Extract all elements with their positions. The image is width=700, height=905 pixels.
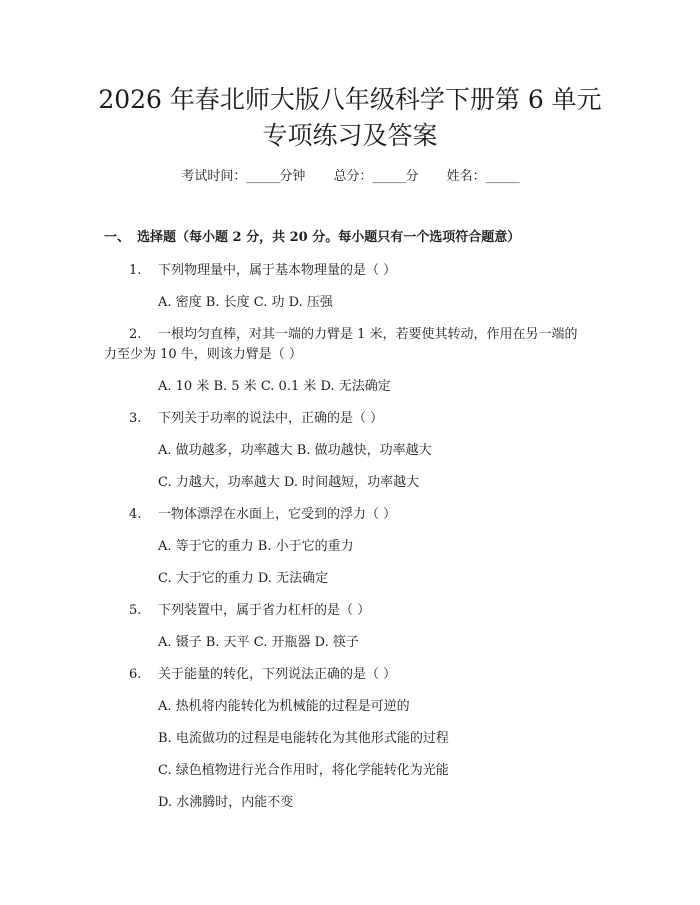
page-title: 2026 年春北师大版八年级科学下册第 6 单元 bbox=[98, 85, 602, 114]
question-text: 关于能量的转化，下列说法正确的是（ ） bbox=[158, 667, 397, 682]
name-label: 姓名： bbox=[446, 169, 486, 184]
question-6 bbox=[129, 665, 396, 685]
exam-time-blank: ______ bbox=[246, 169, 280, 184]
question-3-options-c-d: C. 力越大，功率越大 D. 时间越短，功率越大 bbox=[158, 475, 420, 490]
question-6-option-a: A. 热机将内能转化为机械能的过程是可逆的 bbox=[158, 699, 410, 714]
question-number: 4. bbox=[129, 507, 142, 522]
question-text: 下列装置中，属于省力杠杆的是（ ） bbox=[158, 603, 371, 618]
question-number: 6. bbox=[129, 667, 142, 682]
question-number: 2. bbox=[129, 327, 142, 342]
question-3 bbox=[129, 409, 383, 429]
total-score-field bbox=[333, 167, 418, 187]
total-score-label: 总分： bbox=[333, 169, 373, 184]
question-6-option-d: D. 水沸腾时，内能不变 bbox=[158, 795, 294, 810]
question-2-continuation: 力至少为 10 牛，则该力臂是（ ） bbox=[104, 347, 302, 362]
question-number: 3. bbox=[129, 411, 142, 426]
question-text: 一根均匀直棒，对其一端的力臂是 1 米，若要使其转动，作用在另一端的 bbox=[158, 327, 578, 342]
question-text: 下列物理量中，属于基本物理量的是（ ） bbox=[158, 263, 397, 278]
section-number: 一、 bbox=[104, 230, 131, 245]
question-text: 一物体漂浮在水面上，它受到的浮力（ ） bbox=[158, 507, 397, 522]
question-3-options-a-b: A. 做功越多，功率越大 B. 做功越快，功率越大 bbox=[158, 443, 432, 458]
total-score-blank: ______ bbox=[372, 169, 406, 184]
section-heading bbox=[104, 228, 520, 248]
question-4 bbox=[129, 505, 396, 525]
question-5 bbox=[129, 601, 370, 621]
question-2 bbox=[129, 325, 578, 345]
name-field bbox=[447, 167, 519, 187]
question-text: 下列关于功率的说法中，正确的是（ ） bbox=[158, 411, 384, 426]
total-score-unit: 分 bbox=[405, 169, 419, 184]
exam-time-field bbox=[181, 167, 305, 187]
question-5-options: A. 镊子 B. 天平 C. 开瓶器 D. 筷子 bbox=[158, 635, 359, 650]
question-6-option-b: B. 电流做功的过程是电能转化为其他形式能的过程 bbox=[158, 731, 449, 746]
question-number: 5. bbox=[129, 603, 142, 618]
section-title: 选择题（每小题 2 分，共 20 分。每小题只有一个选项符合题意） bbox=[137, 230, 521, 245]
question-1 bbox=[129, 261, 396, 281]
page-title-line2: 专项练习及答案 bbox=[262, 121, 438, 150]
name-blank: ______ bbox=[485, 169, 519, 184]
exam-meta bbox=[0, 167, 700, 187]
question-4-options-c-d: C. 大于它的重力 D. 无法确定 bbox=[158, 571, 329, 586]
question-number: 1. bbox=[129, 263, 142, 278]
question-4-options-a-b: A. 等于它的重力 B. 小于它的重力 bbox=[158, 539, 354, 554]
question-1-options: A. 密度 B. 长度 C. 功 D. 压强 bbox=[158, 295, 333, 310]
exam-time-unit: 分钟 bbox=[279, 169, 306, 184]
question-6-option-c: C. 绿色植物进行光合作用时，将化学能转化为光能 bbox=[158, 763, 449, 778]
question-2-options: A. 10 米 B. 5 米 C. 0.1 米 D. 无法确定 bbox=[158, 379, 391, 394]
exam-time-label: 考试时间： bbox=[181, 169, 247, 184]
